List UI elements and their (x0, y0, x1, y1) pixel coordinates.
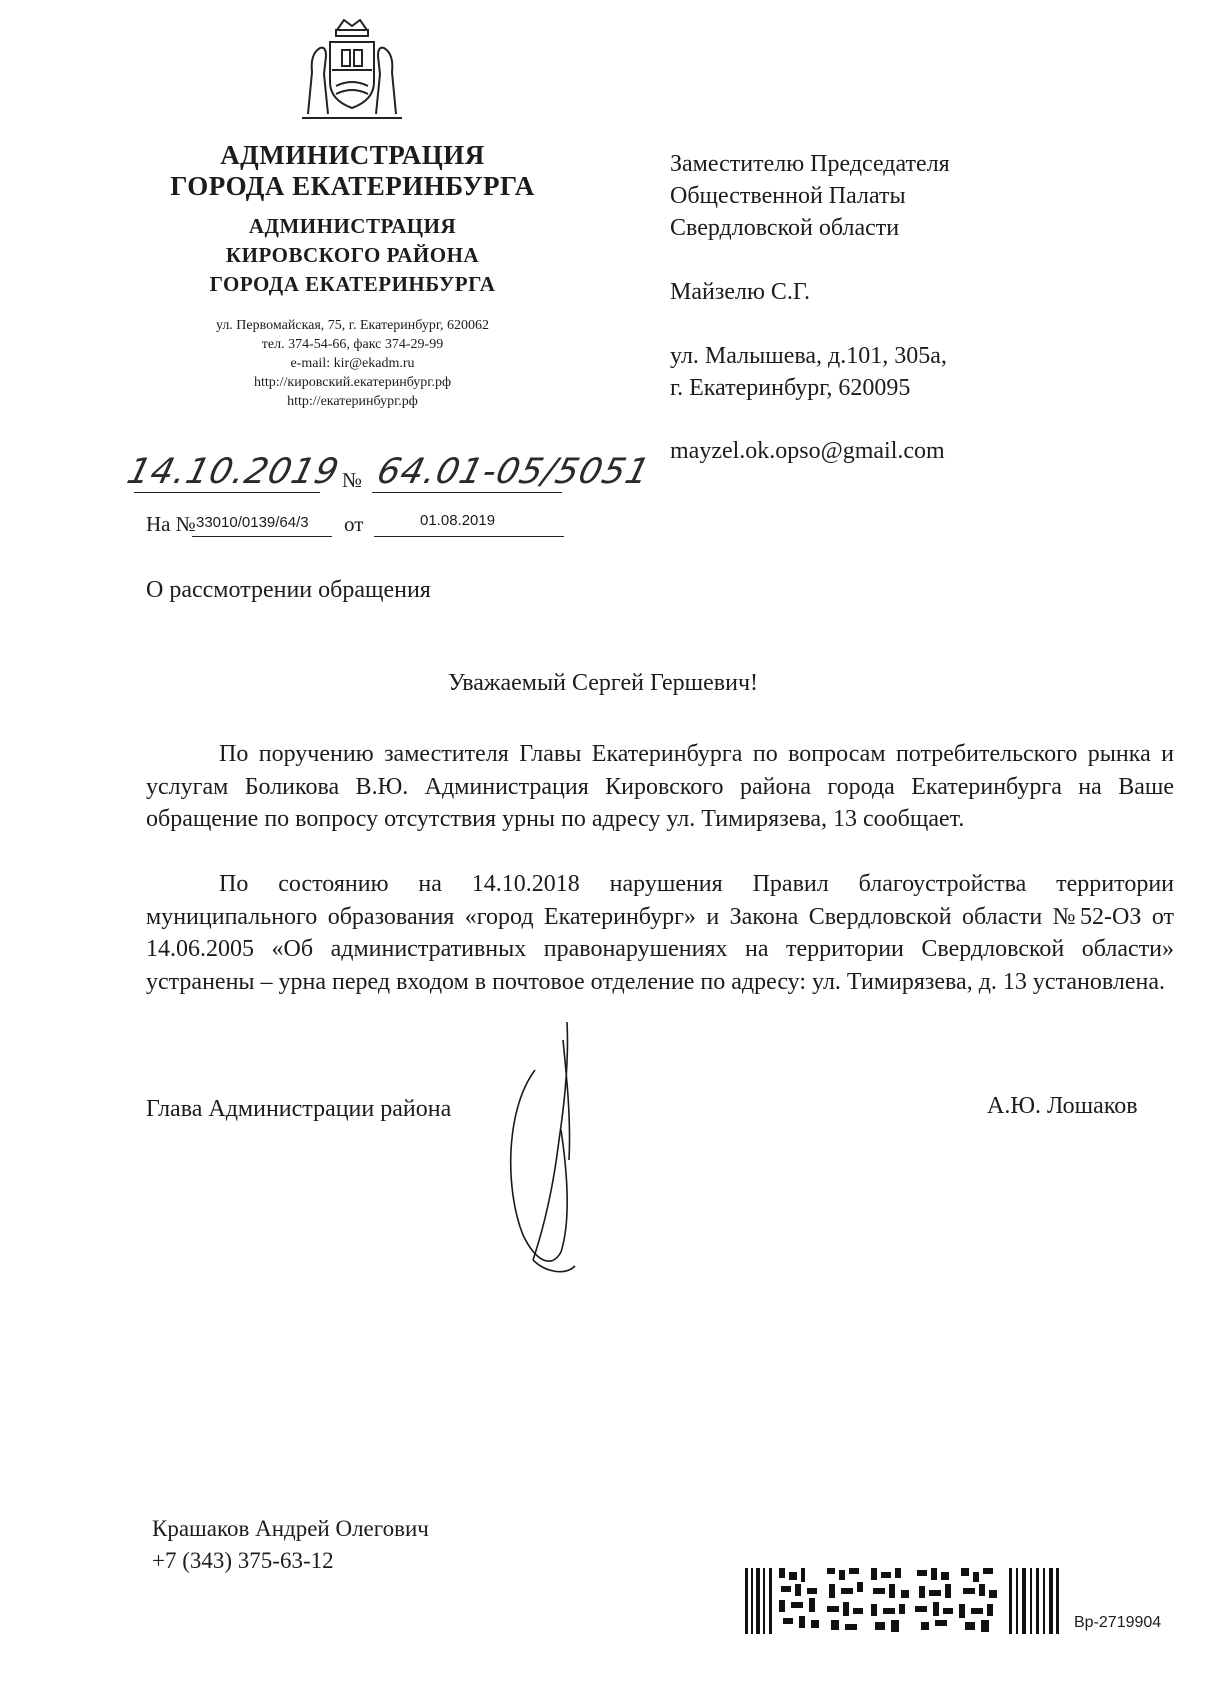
org-email: e-mail: kir@ekadm.ru (290, 356, 415, 371)
org-website-1: http://кировский.екатеринбург.рф (253, 375, 452, 390)
salutation: Уважаемый Сергей Гершевич! (447, 670, 759, 696)
org-website-2: http://екатеринбург.рф (287, 394, 418, 409)
executor-phone: +7 (343) 375-63-12 (152, 1548, 334, 1573)
suborg-name-line1: АДМИНИСТРАЦИЯ (248, 214, 457, 238)
suborg-name-line3: ГОРОДА ЕКАТЕРИНБУРГА (209, 272, 496, 296)
suborg-name-line2: КИРОВСКОГО РАЙОНА (225, 243, 480, 267)
addressee-name: Майзелю С.Г. (670, 279, 811, 305)
org-name-line1: АДМИНИСТРАЦИЯ (220, 140, 485, 170)
outgoing-date: 14.10.2019 (123, 452, 344, 492)
in-reply-underline (192, 536, 332, 537)
addressee-email: mayzel.ok.opso@gmail.com (670, 438, 945, 464)
signatory-name: А.Ю. Лошаков (987, 1093, 1138, 1119)
addressee-line2: Общественной Палаты (670, 183, 906, 209)
in-reply-label: На № (146, 512, 196, 536)
addressee-line3: Свердловской области (670, 215, 900, 241)
in-reply-date-underline (374, 536, 564, 537)
number-sign: № (342, 468, 363, 492)
document-barcode-icon (745, 1568, 1060, 1634)
outgoing-number: 64.01-05/5051 (373, 452, 655, 492)
from-label: от (344, 512, 364, 536)
body-paragraph-1: По поручению заместителя Главы Екатеринбурга по вопросам потребительского рынка и услугам Боликова В.Ю. Администрация Кировского района города Екатеринбурга на Ваше обращение по вопросу отсутствия урны по адресу ул. Тимирязева, 13 сообщает. (146, 741, 1174, 833)
in-reply-date: 01.08.2019 (420, 512, 496, 529)
addressee-street: ул. Малышева, д.101, 305а, (670, 343, 947, 369)
barcode-id: Вр-2719904 (1074, 1614, 1162, 1631)
executor-name: Крашаков Андрей Олегович (152, 1516, 429, 1541)
signatory-title: Глава Администрации района (146, 1096, 452, 1122)
number-underline (372, 492, 562, 493)
org-name-line2: ГОРОДА ЕКАТЕРИНБУРГА (170, 171, 535, 201)
letter-subject: О рассмотрении обращения (146, 577, 431, 603)
city-coat-of-arms-icon (292, 14, 412, 126)
addressee-block (670, 148, 1190, 404)
org-phone-fax: тел. 374-54-66, факс 374-29-99 (261, 337, 444, 352)
in-reply-number: 33010/0139/64/3 (196, 514, 309, 531)
date-underline (134, 492, 320, 493)
body-paragraph-2: По состоянию на 14.10.2018 нарушения Правил благоустройства территории муниципального образования «город Екатеринбург» и Закона Свердловской области №52-ОЗ от 14.06.2005 «Об административных правонарушениях на территории Свердловской области» устранены – урна перед входом в почтовое отделение по адресу: ул. Тимирязева, д. 13 установлена. (146, 871, 1174, 996)
handwritten-signature-icon (505, 1020, 610, 1280)
addressee-line1: Заместителю Председателя (670, 151, 950, 177)
org-address: ул. Первомайская, 75, г. Екатеринбург, 620062 (215, 318, 490, 333)
letterhead-contacts (100, 316, 605, 411)
addressee-city: г. Екатеринбург, 620095 (670, 375, 911, 401)
